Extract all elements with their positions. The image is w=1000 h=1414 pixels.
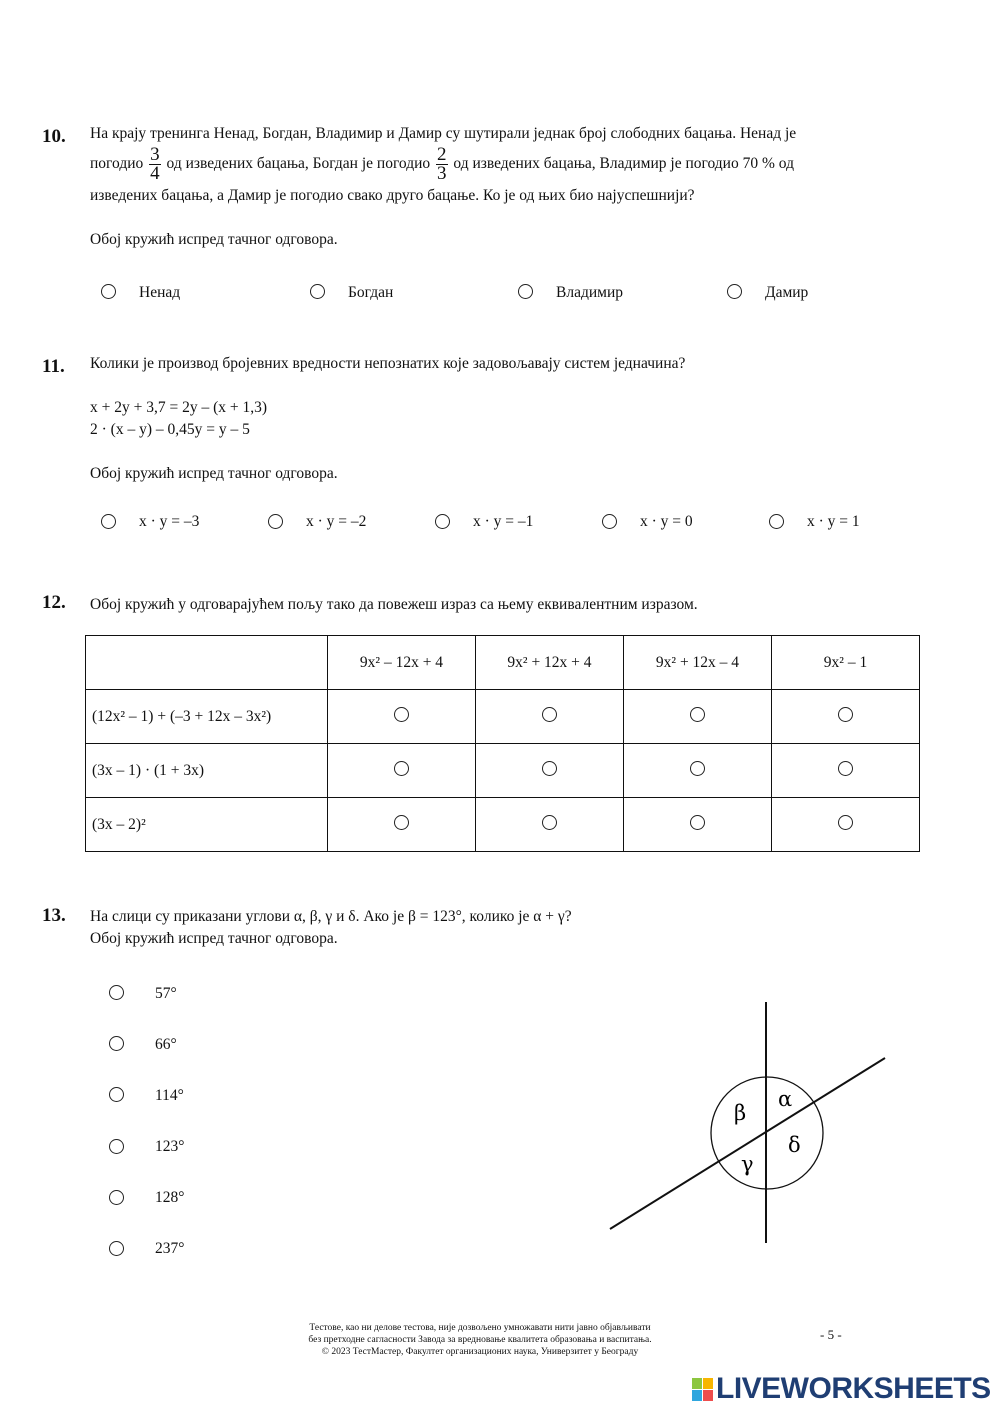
beta-label: β (734, 1101, 747, 1125)
option-label: 66° (155, 1036, 177, 1053)
option-label: Дамир (765, 284, 809, 301)
liveworksheets-logo (692, 1372, 991, 1406)
question-number: 12. (42, 592, 66, 613)
column-header: 9x² – 1 (772, 636, 920, 690)
instruction: Обој кружић испред тачног одговора. (90, 930, 338, 947)
slanted-line (610, 1058, 885, 1229)
option-label: x · y = –1 (473, 513, 534, 530)
text: од изведених бацања, Богдан је погодио (166, 155, 431, 173)
footer-line: © 2023 ТестМастер, Факултет организационих наука, Универзитет у Београду (321, 1347, 639, 1357)
delta-label: δ (788, 1133, 801, 1157)
instruction: Обој кружић испред тачног одговора. (90, 465, 338, 482)
brand-name: LIVEWORKSHEETS (716, 1372, 991, 1405)
option-label: x · y = –3 (139, 513, 200, 530)
option-label: x · y = 1 (807, 513, 860, 530)
question-text: Обој кружић у одговарајућем пољу тако да повежеш израз са њему еквивалентним изразом. (90, 596, 698, 613)
alpha-label: α (778, 1087, 793, 1111)
question-text: На слици су приказани углови α, β, γ и δ. Ако је β = 123°, колико је α + γ? (90, 908, 572, 925)
option-label: Владимир (556, 284, 623, 301)
option-label: Богдан (348, 284, 394, 301)
text: погодио (90, 155, 144, 173)
question-text-line3: изведених бацања, а Дамир је погодио свако друго бацање. Ко је од њих био најуспешнији? (90, 187, 695, 204)
page-number: - 5 - (820, 1327, 842, 1342)
numerator: 3 (150, 144, 160, 165)
row-header: (3x – 2)² (86, 798, 328, 852)
option-label: 114° (155, 1087, 184, 1104)
gamma-label: γ (741, 1152, 754, 1176)
row-header: (12x² – 1) + (–3 + 12x – 3x²) (86, 690, 328, 744)
equation-1: x + 2y + 3,7 = 2y – (x + 1,3) (90, 399, 268, 416)
question-number: 10. (42, 126, 66, 147)
denominator: 3 (437, 163, 447, 184)
copyright-notice (250, 1322, 710, 1358)
option-label: 123° (155, 1138, 185, 1155)
numerator: 2 (437, 144, 447, 165)
footer-line: Тестове, као ни делове тестова, није дозвољено умножавати нити јавно објављивати (309, 1323, 651, 1333)
column-header: 9x² – 12x + 4 (328, 636, 476, 690)
question-number: 13. (42, 905, 66, 926)
option-label: x · y = 0 (640, 513, 693, 530)
logo-badge-icon (692, 1378, 713, 1401)
text: од изведених бацања, Владимир је погодио 70 % од (453, 155, 794, 173)
column-header: 9x² + 12x – 4 (624, 636, 772, 690)
denominator: 4 (150, 163, 160, 184)
instruction: Обој кружић испред тачног одговора. (90, 231, 338, 248)
option-label: 57° (155, 985, 177, 1002)
question-text: На крају тренинга Ненад, Богдан, Владимир и Дамир су шутирали једнак број слободних бацања. Ненад је (90, 125, 797, 142)
row-header: (3x – 1) · (1 + 3x) (86, 744, 328, 798)
footer-line: без претходне сагласности Завода за вредновање квалитета образовања и васпитања. (308, 1335, 652, 1345)
column-header: 9x² + 12x + 4 (476, 636, 624, 690)
question-text: Колики је производ бројевних вредности непознатих које задовољавају систем једначина? (90, 355, 686, 372)
option-label: 237° (155, 1240, 185, 1257)
option-label: 128° (155, 1189, 185, 1206)
option-label: Ненад (139, 284, 181, 301)
question-number: 11. (42, 356, 65, 377)
equation-2: 2 · (x – y) – 0,45y = y – 5 (90, 421, 250, 438)
option-label: x · y = –2 (306, 513, 367, 530)
